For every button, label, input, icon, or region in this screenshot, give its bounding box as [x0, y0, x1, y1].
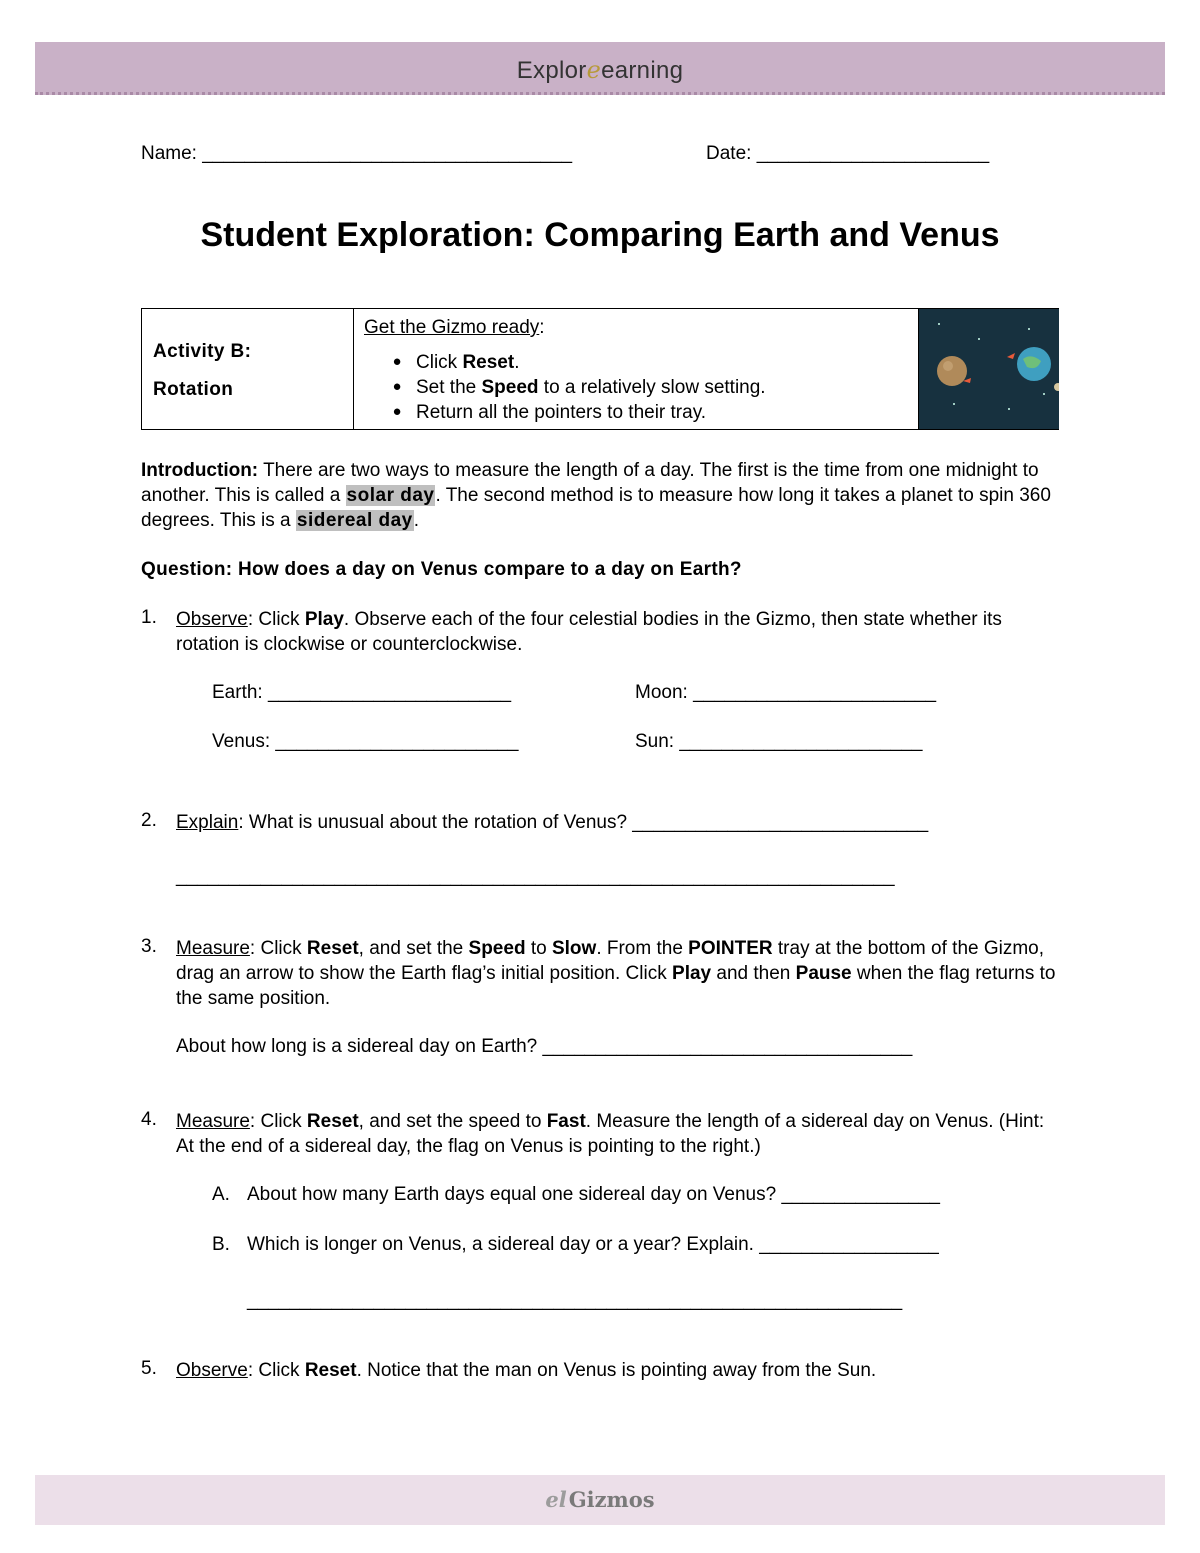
- question-text: : Click: [249, 1111, 307, 1132]
- activity-label: Activity B:: [153, 341, 252, 362]
- question-2[interactable]: [176, 810, 1066, 835]
- bullet-text: Click: [416, 352, 463, 373]
- question-verb: Measure: [176, 938, 250, 959]
- question-text: . Observe each of the four celestial bodies in the Gizmo, then state whether its rotation is clockwise or counterclockwise.: [176, 609, 1002, 655]
- gizmos-logo-text: Gizmos: [568, 1487, 655, 1512]
- item-number: 4.: [141, 1109, 157, 1130]
- question-text: when the flag returns to the same position.: [176, 963, 1056, 1009]
- intro-text: . The second method is to measure how long it takes a planet to spin 360 degrees. This is a: [141, 485, 1051, 531]
- brand-flourish: e: [586, 56, 602, 84]
- question-5: [176, 1358, 1066, 1383]
- answer-line[interactable]: ____________________________________________________________________: [176, 866, 895, 887]
- bullet-text: Set the: [416, 377, 482, 398]
- intro-label: Introduction:: [141, 460, 259, 481]
- question-bold: Play: [304, 609, 344, 630]
- brand-prefix: Explor: [516, 57, 587, 84]
- name-field[interactable]: Name: ___________________________________: [141, 143, 573, 164]
- bullet-item: [364, 352, 519, 374]
- intro-text: There are two ways to measure the length of a day. The first is the time from one midnight to another. This is called a: [141, 460, 1039, 506]
- activity-name: Rotation: [153, 379, 234, 400]
- bullet-icon: ●: [392, 378, 402, 395]
- question-text: . Measure the length of a sidereal day on Venus. (Hint: At the end of a sidereal day, the flag on Venus is pointing to the right.): [176, 1111, 1045, 1157]
- question-bold: Play: [672, 963, 712, 984]
- term-solar-day: solar day: [346, 485, 435, 506]
- gizmos-logo-mark: el: [545, 1487, 567, 1512]
- question-4: [176, 1109, 1066, 1159]
- item-number: 5.: [141, 1358, 157, 1379]
- sub-item-label: A.: [212, 1184, 230, 1205]
- answer-line[interactable]: ______________________________________________________________: [247, 1290, 903, 1311]
- question-text: tray at the bottom of the Gizmo, drag an arrow to show the Earth flag’s initial position. Click: [176, 938, 1045, 984]
- bullet-item: [364, 377, 766, 399]
- question-bold: Reset: [306, 938, 359, 959]
- gizmo-ready-cell: [354, 309, 919, 429]
- bullet-text: Return all the pointers to their tray.: [416, 402, 707, 423]
- gizmos-logo: [35, 1487, 1165, 1512]
- gizmo-thumbnail: [919, 309, 1059, 429]
- item-number: 1.: [141, 607, 157, 628]
- question-bold: Speed: [468, 938, 526, 959]
- intro-text: .: [413, 510, 420, 531]
- question-verb: Explain: [176, 812, 239, 833]
- question-text: , and set the speed to: [358, 1111, 547, 1132]
- earth-answer-field[interactable]: Earth: _______________________: [212, 682, 512, 703]
- sub-item-label: B.: [212, 1234, 230, 1255]
- bullet-bold: Speed: [481, 377, 539, 398]
- question-text: : Click: [247, 1360, 305, 1381]
- question-text: to: [525, 938, 552, 959]
- question-1: [176, 607, 1066, 657]
- main-question: Question: How does a day on Venus compare to a day on Earth?: [141, 559, 742, 580]
- ready-heading-colon: :: [539, 317, 545, 338]
- bullet-text-end: to a relatively slow setting.: [538, 377, 766, 398]
- sidereal-earth-answer-field[interactable]: About how long is a sidereal day on Earth? ___________________________________: [176, 1036, 913, 1057]
- date-field[interactable]: Date: ______________________: [706, 143, 990, 164]
- question-text: . Notice that the man on Venus is pointing away from the Sun.: [356, 1360, 877, 1381]
- item-number: 3.: [141, 936, 157, 957]
- page-title: Student Exploration: Comparing Earth and Venus: [200, 216, 1000, 254]
- question-bold: Pause: [795, 963, 852, 984]
- sun-answer-field[interactable]: Sun: _______________________: [635, 731, 923, 752]
- question-verb: Observe: [176, 609, 248, 630]
- question-verb: Measure: [176, 1111, 250, 1132]
- planets-illustration-icon: [919, 309, 1059, 429]
- sub-question-b[interactable]: Which is longer on Venus, a sidereal day or a year? Explain. _________________: [247, 1234, 939, 1255]
- sub-question-a[interactable]: About how many Earth days equal one sidereal day on Venus? _______________: [247, 1184, 940, 1205]
- question-text: , and set the: [358, 938, 469, 959]
- question-text: . From the: [596, 938, 689, 959]
- bullet-icon: ●: [392, 353, 402, 370]
- explorelearning-logo: [35, 56, 1165, 85]
- introduction-paragraph: [141, 458, 1061, 533]
- bullet-item: [364, 402, 706, 424]
- footer-banner: [35, 1475, 1165, 1525]
- question-3: [176, 936, 1066, 1011]
- bullet-icon: ●: [392, 403, 402, 420]
- bullet-bold: Reset: [462, 352, 515, 373]
- question-text: and then: [711, 963, 796, 984]
- venus-answer-field[interactable]: Venus: _______________________: [212, 731, 519, 752]
- question-bold: Fast: [546, 1111, 586, 1132]
- activity-table: [141, 308, 1059, 430]
- moon-answer-field[interactable]: Moon: _______________________: [635, 682, 937, 703]
- question-text: : Click: [249, 938, 307, 959]
- brand-suffix: earning: [601, 57, 684, 84]
- gizmo-ready-heading: [364, 317, 545, 339]
- question-bold: Reset: [306, 1111, 359, 1132]
- question-text: : What is unusual about the rotation of Venus? ____________________________: [238, 812, 929, 833]
- question-bold: Slow: [551, 938, 597, 959]
- term-sidereal-day: sidereal day: [296, 510, 413, 531]
- item-number: 2.: [141, 810, 157, 831]
- question-bold: POINTER: [688, 938, 773, 959]
- question-text: : Click: [247, 609, 305, 630]
- activity-label-cell: [142, 309, 354, 429]
- bullet-text-end: .: [514, 352, 520, 373]
- question-verb: Observe: [176, 1360, 248, 1381]
- question-bold: Reset: [304, 1360, 357, 1381]
- ready-heading-text: Get the Gizmo ready: [364, 317, 540, 338]
- header-banner: [35, 42, 1165, 95]
